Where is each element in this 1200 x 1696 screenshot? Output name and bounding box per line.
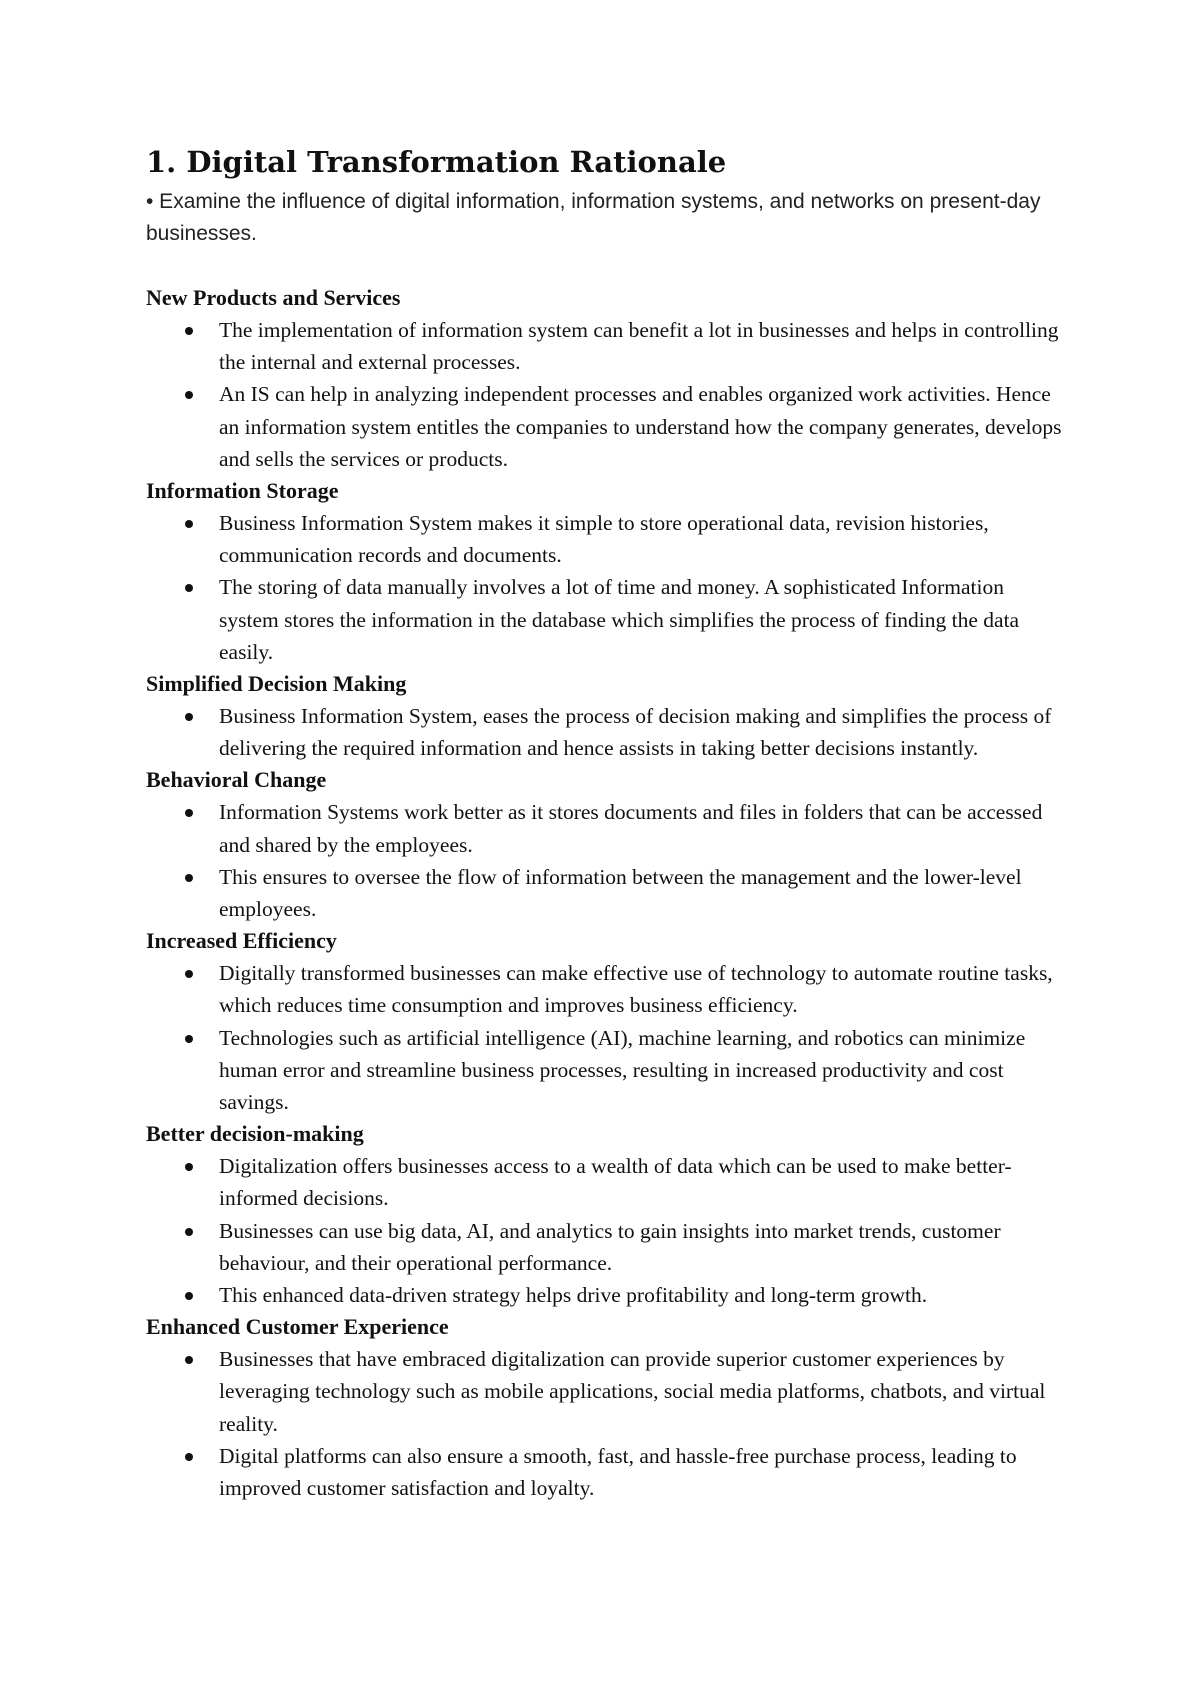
list-item-text: Digitally transformed businesses can make effective use of technology to automate routine tasks, which reduces time consumption and improves business efficiency. xyxy=(219,961,1053,1018)
bullet-dot-icon xyxy=(185,809,193,817)
list-item xyxy=(146,1215,1066,1279)
list-item-text: An IS can help in analyzing independent processes and enables organized work activities. Hence an information system entitles the companies to understand how the company generates, develops and sells the services or products. xyxy=(219,382,1062,471)
section xyxy=(146,1118,1066,1311)
bullet-list xyxy=(146,1343,1066,1504)
list-item-text: Technologies such as artificial intelligence (AI), machine learning, and robotics can minimize human error and streamline business processes, resulting in increased productivity and cost savings. xyxy=(219,1025,1026,1115)
list-item xyxy=(146,957,1066,1021)
section-heading: New Products and Services xyxy=(146,285,401,310)
list-item-text: The implementation of information system can benefit a lot in businesses and helps in controlling the internal and external processes. xyxy=(219,318,1059,375)
bullet-dot-icon xyxy=(185,1163,193,1171)
list-item xyxy=(146,507,1066,571)
list-item-text: Digitalization offers businesses access to a wealth of data which can be used to make better-informed decisions. xyxy=(219,1154,1012,1211)
list-item xyxy=(146,378,1066,475)
document-page xyxy=(146,142,1066,1504)
list-item xyxy=(146,861,1066,925)
section xyxy=(146,764,1066,925)
section xyxy=(146,925,1066,1118)
bullet-dot-icon xyxy=(185,520,193,528)
list-item-text: Businesses that have embraced digitalization can provide superior customer experiences by leveraging technology such as mobile applications, social media platforms, chatbots, and virtual reality. xyxy=(219,1347,1046,1436)
list-item-text: The storing of data manually involves a lot of time and money. A sophisticated Information system stores the information in the database which simplifies the process of finding the data easily. xyxy=(219,575,1020,664)
bullet-dot-icon xyxy=(185,1035,193,1043)
intro-text: • Examine the influence of digital information, information systems, and networks on present-day businesses. xyxy=(146,190,1041,245)
bullet-dot-icon xyxy=(185,1228,193,1236)
section xyxy=(146,668,1066,764)
list-item-text: Businesses can use big data, AI, and analytics to gain insights into market trends, customer behaviour, and their operational performance. xyxy=(219,1218,1001,1275)
list-item xyxy=(146,796,1066,860)
list-item xyxy=(146,1150,1066,1214)
bullet-list xyxy=(146,796,1066,925)
bullet-dot-icon xyxy=(185,970,193,978)
section xyxy=(146,1311,1066,1504)
list-item xyxy=(146,1279,1066,1311)
document-title: 1. Digital Transformation Rationale xyxy=(146,145,727,179)
bullet-dot-icon xyxy=(185,327,193,335)
list-item-text: Business Information System makes it simple to store operational data, revision histories, communication records and documents. xyxy=(219,511,989,568)
section-heading: Behavioral Change xyxy=(146,767,327,793)
sections-container xyxy=(146,282,1066,1504)
section-heading: Enhanced Customer Experience xyxy=(146,1314,449,1340)
list-item-text: This enhanced data-driven strategy helps drive profitability and long-term growth. xyxy=(219,1283,928,1308)
list-item xyxy=(146,700,1066,764)
bullet-dot-icon xyxy=(185,1292,193,1300)
list-item-text: This ensures to oversee the flow of information between the management and the lower-level employees. xyxy=(219,864,1022,922)
bullet-list xyxy=(146,700,1066,764)
list-item xyxy=(146,1022,1066,1119)
bullet-dot-icon xyxy=(185,713,193,721)
bullet-list xyxy=(146,957,1066,1118)
bullet-dot-icon xyxy=(185,1356,193,1364)
list-item-text: Digital platforms can also ensure a smooth, fast, and hassle-free purchase process, leading to improved customer satisfaction and loyalty. xyxy=(219,1443,1017,1501)
bullet-list xyxy=(146,1150,1066,1311)
section-heading: Simplified Decision Making xyxy=(146,671,407,697)
bullet-dot-icon xyxy=(185,391,193,399)
list-item-text: Business Information System, eases the process of decision making and simplifies the process of delivering the required information and hence assists in taking better decisions instantly. xyxy=(219,704,1052,761)
section-heading: Increased Efficiency xyxy=(146,928,337,954)
section-heading: Information Storage xyxy=(146,478,339,504)
section-heading: Better decision-making xyxy=(146,1121,364,1147)
bullet-dot-icon xyxy=(185,1453,193,1461)
section xyxy=(146,282,1066,475)
bullet-dot-icon xyxy=(185,584,193,592)
bullet-dot-icon xyxy=(185,874,193,882)
list-item xyxy=(146,571,1066,668)
bullet-list xyxy=(146,314,1066,475)
list-item xyxy=(146,1440,1066,1504)
list-item xyxy=(146,314,1066,378)
bullet-list xyxy=(146,507,1066,668)
list-item xyxy=(146,1343,1066,1440)
list-item-text: Information Systems work better as it stores documents and files in folders that can be accessed and shared by the employees. xyxy=(219,800,1043,857)
section xyxy=(146,475,1066,668)
